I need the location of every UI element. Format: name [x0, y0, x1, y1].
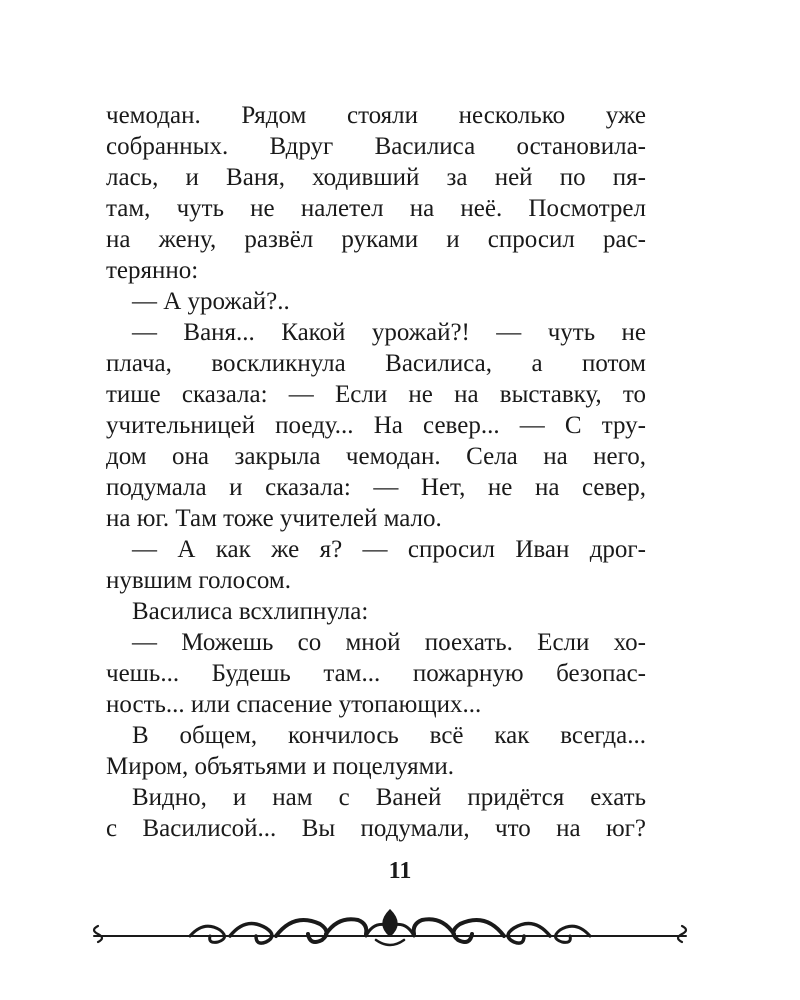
text-line: В общем, кончилось всё как всегда...: [132, 722, 646, 749]
text-line: лась, и Ваня, ходивший за ней по пя-: [106, 164, 646, 191]
text-line: собранных. Вдруг Василиса остановила-: [106, 133, 646, 160]
text-line: на юг. Там тоже учителей мало.: [106, 505, 442, 532]
text-line: там, чуть не налетел на неё. Посмотрел: [106, 195, 646, 222]
text-line: дом она закрыла чемодан. Села на него,: [106, 443, 646, 470]
text-line: — Можешь со мной поехать. Если хо-: [132, 629, 646, 656]
body-text: [106, 100, 646, 844]
text-line: плача, воскликнула Василиса, а потом: [106, 350, 646, 377]
text-line: чемодан. Рядом стояли несколько уже: [106, 102, 646, 129]
text-line: на жену, развёл руками и спросил рас-: [106, 226, 646, 253]
text-line: ность... или спасение утопающих...: [106, 691, 482, 718]
text-line: терянно:: [106, 257, 199, 284]
text-line: Миром, объятьями и поцелуями.: [106, 753, 455, 780]
text-line: тише сказала: — Если не на выставку, то: [106, 381, 646, 408]
text-line: Василиса всхлипнула:: [132, 598, 369, 625]
page-number: 11: [388, 858, 412, 884]
text-line: Видно, и нам с Ваней придётся ехать: [132, 784, 646, 811]
text-line: — А как же я? — спросил Иван дрог-: [132, 536, 646, 563]
text-line: — Ваня... Какой урожай?! — чуть не: [132, 319, 646, 346]
text-line: нувшим голосом.: [106, 567, 291, 594]
decorative-ornament: [80, 900, 700, 960]
text-line: учительницей поеду... На север... — С тру-: [106, 412, 646, 439]
text-line: — А урожай?..: [132, 288, 290, 315]
text-line: подумала и сказала: — Нет, не на север,: [106, 474, 646, 501]
text-line: чешь... Будешь там... пожарную безопас-: [106, 660, 646, 687]
text-line: с Василисой... Вы подумали, что на юг?: [106, 815, 646, 842]
